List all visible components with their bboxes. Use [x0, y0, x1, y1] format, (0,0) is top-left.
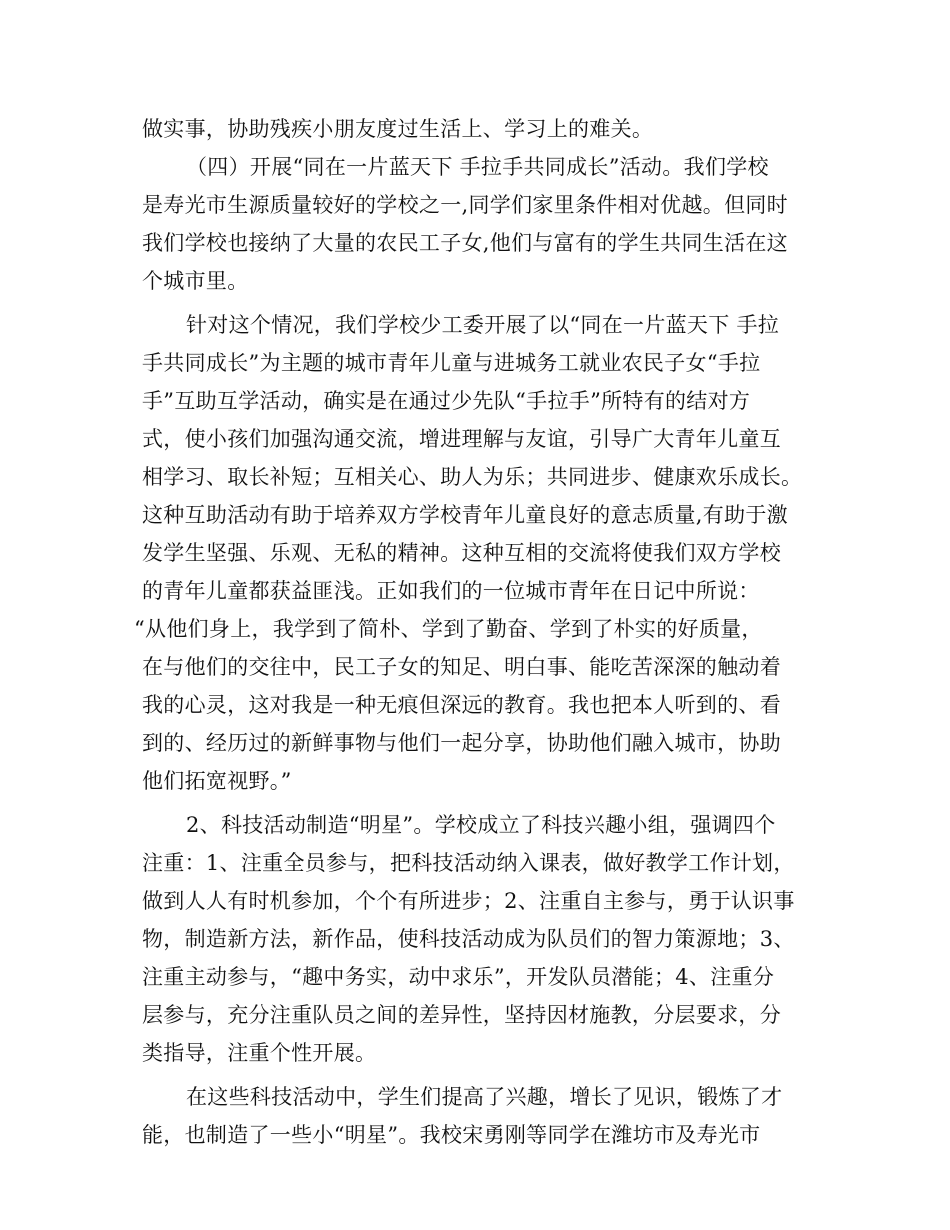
text-line: 在这些科技活动中，学生们提高了兴趣，增长了见识，锻炼了才: [186, 1085, 783, 1109]
text-line: 针对这个情况，我们学校少工委开展了以“同在一片蓝天下 手拉: [186, 313, 780, 337]
text-line: 到的、经历过的新鲜事物与他们一起分享，协助他们融入城市，协助: [142, 731, 781, 755]
text-line: 注重：1、注重全员参与，把科技活动纳入课表，做好教学工作计划，: [142, 851, 795, 875]
text-line: 我的心灵，这对我是一种无痕但深远的教育。我也把本人听到的、看: [142, 693, 781, 717]
text-line: 发学生坚强、乐观、无私的精神。这种互相的交流将使我们双方学校: [142, 541, 781, 565]
text-line: 注重主动参与，“趣中务实，动中求乐”，开发队员潜能；4、注重分: [142, 965, 775, 989]
text-line: 这种互助活动有助于培养双方学校青年儿童良好的意志质量,有助于激: [142, 503, 788, 527]
text-line: 个城市里。: [142, 269, 249, 293]
text-line: 的青年儿童都获益匪浅。正如我们的一位城市青年在日记中所说：: [142, 579, 760, 603]
text-line: 做实事，协助残疾小朋友度过生活上、学习上的难关。: [142, 117, 654, 141]
text-line: 能，也制造了一些小“明星”。我校宋勇刚等同学在潍坊市及寿光市: [142, 1123, 761, 1147]
text-line: “从他们身上，我学到了简朴、学到了勤奋、学到了朴实的好质量，: [134, 617, 763, 641]
text-line: 是寿光市生源质量较好的学校之一,同学们家里条件相对优越。但同时: [142, 193, 788, 217]
text-line: （四）开展“同在一片蓝天下 手拉手共同成长”活动。我们学校: [186, 155, 769, 179]
text-line: 相学习、取长补短；互相关心、助人为乐；共同进步、健康欢乐成长。: [142, 465, 803, 489]
text-line: 层参与，充分注重队员之间的差异性，坚持因材施教，分层要求，分: [142, 1003, 781, 1027]
text-line: 式，使小孩们加强沟通交流，增进理解与友谊，引导广大青年儿童互: [142, 427, 781, 451]
text-line: 他们拓宽视野。”: [142, 769, 292, 793]
text-line: 我们学校也接纳了大量的农民工子女,他们与富有的学生共同生活在这: [142, 231, 788, 255]
text-line: 类指导，注重个性开展。: [142, 1041, 377, 1065]
text-line: 手共同成长”为主题的城市青年儿童与进城务工就业农民子女“手拉: [142, 351, 761, 375]
text-line: 2、科技活动制造“明星”。学校成立了科技兴趣小组，强调四个: [186, 813, 776, 837]
text-line: 在与他们的交往中，民工子女的知足、明白事、能吃苦深深的触动着: [142, 655, 781, 679]
text-line: 手”互助互学活动，确实是在通过少先队“手拉手”所特有的结对方: [142, 389, 751, 413]
text-line: 物，制造新方法，新作品，使科技活动成为队员们的智力策源地；3、: [142, 927, 795, 951]
text-line: 做到人人有时机参加，个个有所进步；2、注重自主参与，勇于认识事: [142, 889, 795, 913]
